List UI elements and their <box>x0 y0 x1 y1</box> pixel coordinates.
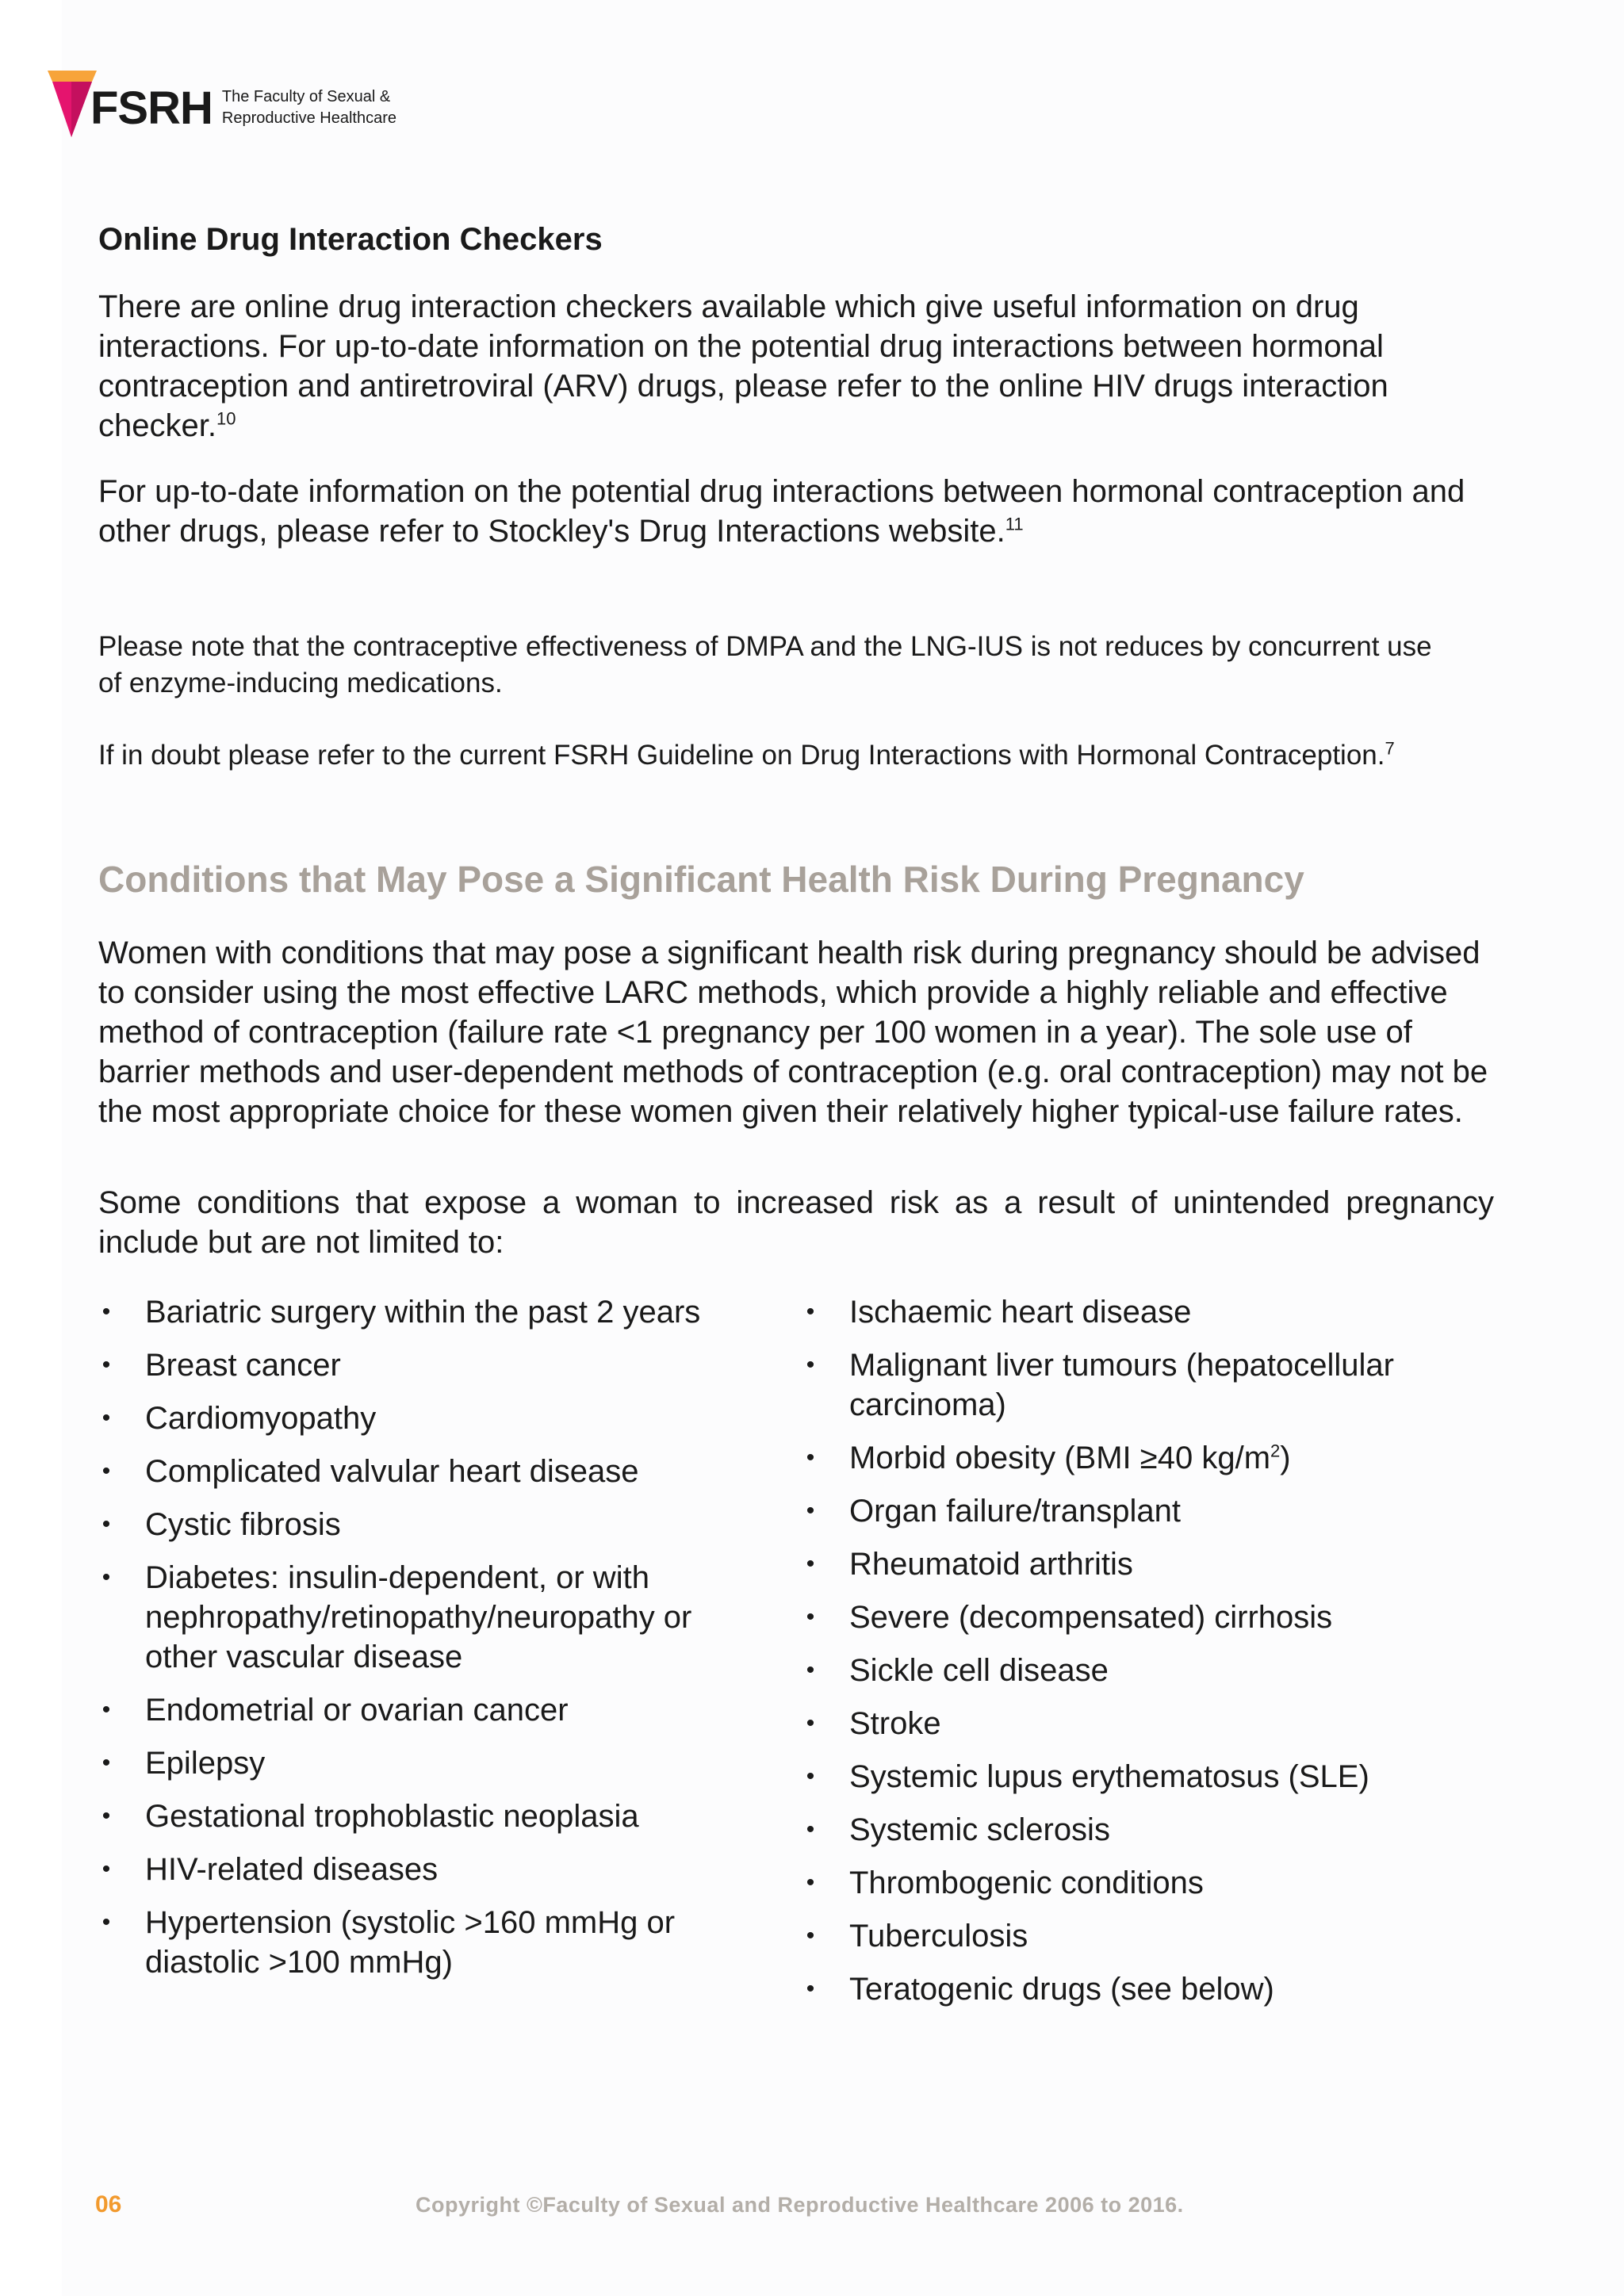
list-item-text: Cardiomyopathy <box>145 1401 377 1436</box>
list-item <box>802 1916 1484 1956</box>
list-item-text: Rheumatoid arthritis <box>849 1547 1133 1582</box>
bullet: • <box>806 1976 815 2002</box>
list-item-text: Severe (decompensated) cirrhosis <box>849 1600 1333 1635</box>
bullet: • <box>102 1458 111 1484</box>
logo-wordmark: FSRH <box>90 82 213 134</box>
drug-checkers-para-2 <box>98 472 1494 551</box>
drug-checkers-heading: Online Drug Interaction Checkers <box>98 222 603 257</box>
copyright-notice: Copyright ©Faculty of Sexual and Reproductive Healthcare 2006 to 2016. <box>416 2193 1184 2217</box>
bullet: • <box>806 1923 815 1949</box>
list-item-text: Cystic fibrosis <box>145 1507 341 1542</box>
drug-checkers-para-2-text: For up-to-date information on the potential drug interactions between hormonal contraception and other drugs, please refer to Stockley's Drug Interactions website. <box>98 474 1465 549</box>
fsrh-triangle-icon <box>48 71 97 137</box>
bullet: • <box>806 1551 815 1577</box>
list-item <box>802 1292 1484 1332</box>
list-item <box>802 1598 1484 1637</box>
list-item-text: Bariatric surgery within the past 2 years <box>145 1295 701 1330</box>
list-item-text: Sickle cell disease <box>849 1653 1109 1688</box>
bullet: • <box>102 1803 111 1829</box>
logo-subtitle <box>222 86 396 129</box>
list-item-text: Malignant liver tumours (hepatocellular carcinoma) <box>849 1348 1394 1422</box>
list-item-text: Teratogenic drugs (see below) <box>849 1972 1274 2007</box>
bullet: • <box>806 1763 815 1789</box>
bullet: • <box>806 1445 815 1471</box>
superscript-2: 2 <box>1270 1441 1281 1461</box>
list-item-text: Gestational trophoblastic neoplasia <box>145 1799 639 1834</box>
list-item <box>98 1850 749 1889</box>
bullet: • <box>806 1352 815 1378</box>
bullet: • <box>806 1710 815 1736</box>
list-item <box>802 1969 1484 2009</box>
list-item-text: Tuberculosis <box>849 1919 1028 1954</box>
drug-checkers-para-1-text: There are online drug interaction checkers available which give useful information on drug interactions. For up-to-date information on the potential drug interactions between hormonal contraception and antiretroviral (ARV) drugs, please refer to the online HIV drugs interaction checker. <box>98 289 1388 443</box>
guideline-note-text: If in doubt please refer to the current FSRH Guideline on Drug Interactions with Hormonal Contraception. <box>98 740 1385 771</box>
bullet: • <box>102 1511 111 1537</box>
list-item <box>98 1690 749 1730</box>
list-item-text: Hypertension (systolic >160 mmHg or diastolic >100 mmHg) <box>145 1905 676 1980</box>
bullet: • <box>806 1816 815 1843</box>
bullet: • <box>806 1299 815 1325</box>
conditions-para-1: Women with conditions that may pose a significant health risk during pregnancy should be advised to consider using the most effective LARC methods, which provide a highly reliable and effective method of contraception (failure rate <1 pregnancy per 100 women in a year). The sole use of barrier methods and user-dependent methods of contraception (e.g. oral contraception) may not be the most appropriate choice for these women given their relatively higher typical-use failure rates. <box>98 936 1488 1129</box>
guideline-note <box>98 737 1446 774</box>
bullet: • <box>102 1564 111 1590</box>
bullet: • <box>806 1604 815 1630</box>
list-item <box>98 1743 749 1783</box>
logo-subtitle-line1: The Faculty of Sexual & <box>221 88 391 105</box>
conditions-heading: Conditions that May Pose a Significant Health Risk During Pregnancy <box>98 859 1304 900</box>
bullet: • <box>102 1750 111 1776</box>
list-item <box>802 1491 1484 1531</box>
reference-11: 11 <box>1005 514 1024 534</box>
list-item-text: Systemic lupus erythematosus (SLE) <box>849 1759 1369 1794</box>
list-item <box>802 1863 1484 1903</box>
reference-7: 7 <box>1385 738 1395 759</box>
list-item-text <box>849 1441 1291 1475</box>
reference-10: 10 <box>216 408 236 429</box>
list-item <box>802 1704 1484 1743</box>
bullet: • <box>806 1657 815 1683</box>
list-item <box>98 1558 749 1677</box>
list-item <box>802 1651 1484 1690</box>
obesity-close: ) <box>1280 1441 1291 1475</box>
bullet: • <box>806 1869 815 1896</box>
obesity-text: Morbid obesity (BMI ≥40 kg/m <box>849 1441 1271 1475</box>
list-item <box>98 1797 749 1836</box>
list-item <box>802 1757 1484 1797</box>
list-item <box>98 1452 749 1491</box>
list-item-text: Systemic sclerosis <box>849 1812 1110 1847</box>
list-item <box>98 1345 749 1385</box>
bullet: • <box>102 1299 111 1325</box>
bullet: • <box>102 1405 111 1431</box>
dmpa-note: Please note that the contraceptive effectiveness of DMPA and the LNG-IUS is not reduces by concurrent use of enzyme-inducing medications. <box>98 631 1432 698</box>
list-item-text: Epilepsy <box>145 1746 266 1781</box>
page-number: 06 <box>95 2191 122 2218</box>
conditions-list-right <box>802 1292 1484 2022</box>
logo-subtitle-line2: Reproductive Healthcare <box>221 109 397 127</box>
bullet: • <box>102 1909 111 1935</box>
list-item <box>98 1292 749 1332</box>
list-item <box>802 1438 1484 1478</box>
list-item <box>802 1345 1484 1425</box>
list-item-text: Complicated valvular heart disease <box>145 1454 639 1489</box>
drug-checkers-para-1 <box>98 287 1494 446</box>
list-item <box>98 1903 749 1982</box>
list-item-text: HIV-related diseases <box>145 1852 439 1887</box>
list-item-text: Thrombogenic conditions <box>849 1866 1204 1900</box>
list-item <box>98 1505 749 1544</box>
list-item <box>98 1399 749 1438</box>
list-item-text: Breast cancer <box>145 1348 341 1383</box>
list-item-text: Ischaemic heart disease <box>849 1295 1192 1330</box>
list-item-text: Stroke <box>849 1706 941 1741</box>
list-item-text: Endometrial or ovarian cancer <box>145 1693 569 1728</box>
bullet: • <box>102 1352 111 1378</box>
list-item <box>802 1810 1484 1850</box>
list-item-text: Diabetes: insulin-dependent, or with nephropathy/retinopathy/neuropathy or other vascular disease <box>145 1560 692 1674</box>
fsrh-logo <box>48 68 396 140</box>
bullet: • <box>102 1697 111 1723</box>
list-item-text: Organ failure/transplant <box>849 1494 1182 1529</box>
bullet: • <box>102 1856 111 1882</box>
bullet: • <box>806 1498 815 1524</box>
list-item <box>802 1544 1484 1584</box>
conditions-para-2: Some conditions that expose a woman to increased risk as a result of unintended pregnancy include but are not limited to: <box>98 1185 1494 1260</box>
conditions-list-left <box>98 1292 749 1996</box>
